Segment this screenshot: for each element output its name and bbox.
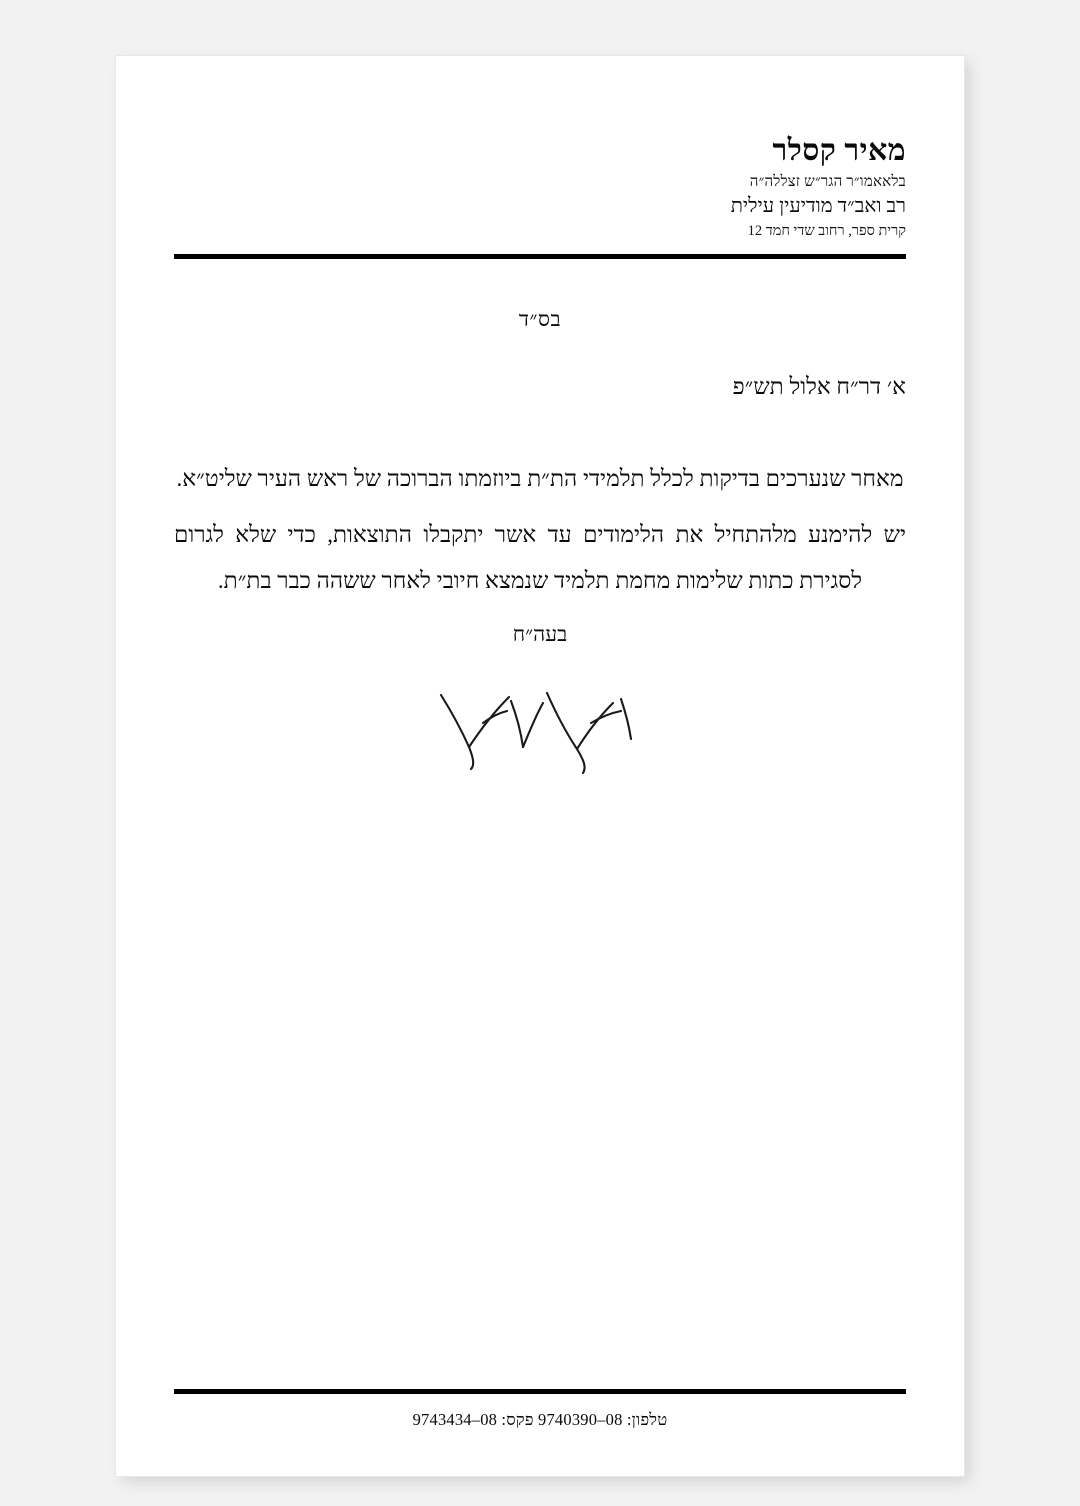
footer-divider <box>174 1389 906 1394</box>
header-divider <box>174 254 906 259</box>
letterhead <box>116 56 964 240</box>
letterhead-name: מאיר קסלר <box>772 134 906 167</box>
document-sheet <box>116 56 964 1476</box>
letterhead-lineage: בלאאמו״ר הגר״ש זצללה״ה <box>749 174 906 190</box>
letter-body <box>116 307 964 787</box>
date-line: א׳ דר״ח אלול תש״פ <box>732 374 906 399</box>
signature <box>174 677 906 787</box>
paragraph-2: יש להימנע מלהתחיל את הלימודים עד אשר יתקבלו התוצאות, כדי שלא לגרום לסגירת כתות שלימות מחמת תלמיד שנמצא חיובי לאחר ששהה כבר בת״ת. <box>174 522 906 593</box>
signature-mark <box>425 677 655 787</box>
letterhead-address: קרית ספר, רחוב שדי חמד 12 <box>747 223 906 239</box>
bsd-heading: בס״ד <box>518 307 562 331</box>
paragraph-1: מאחר שנערכים בדיקות לכלל תלמידי הת״ת ביוזמתו הברוכה של ראש העיר שליט״א. <box>176 466 904 491</box>
closing-blessing: בעה״ח <box>512 622 568 646</box>
footer <box>116 1389 964 1430</box>
footer-contact: טלפון: 08–9740390 פקס: 08–9743434 <box>412 1410 668 1429</box>
letterhead-title: רב ואב״ד מודיעין עילית <box>730 195 906 217</box>
